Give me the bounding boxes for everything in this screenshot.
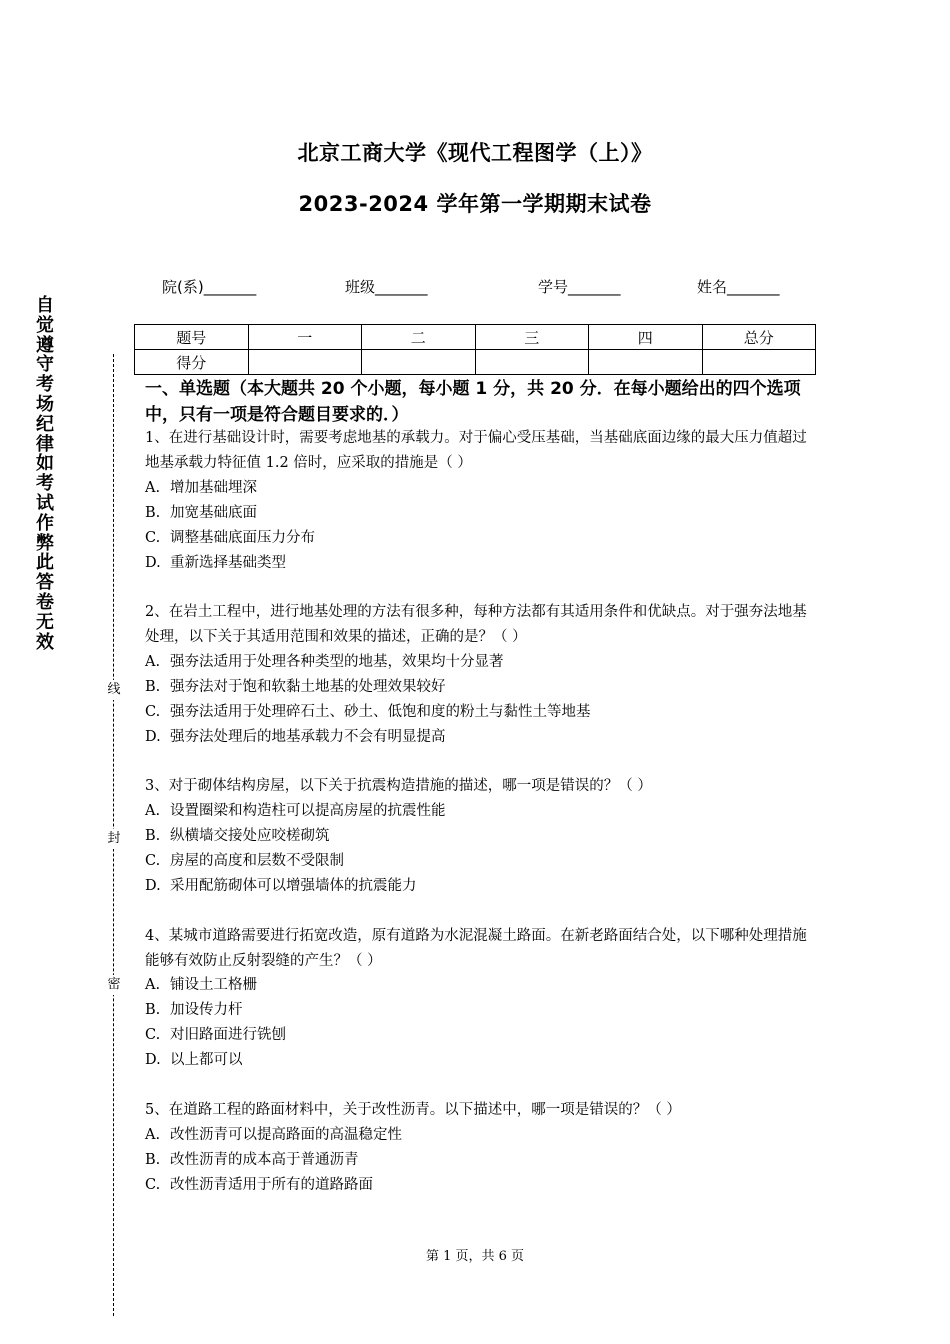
score-table-header-row	[135, 325, 816, 350]
score-table-score-row	[135, 350, 816, 375]
question-2-text: 2、在岩土工程中，进行地基处理的方法有很多种，每种方法都有其适用条件和优缺点。对于强夯法地基处理，以下关于其适用范围和效果的描述，正确的是？（ ）	[145, 604, 807, 645]
score-cell[interactable]	[589, 350, 703, 375]
score-cell[interactable]	[702, 350, 816, 375]
question-3-option-c[interactable]	[145, 849, 815, 874]
option-letter: C.	[145, 704, 161, 720]
question-5-option-b[interactable]	[145, 1148, 815, 1173]
class-field[interactable]: 班级_______	[345, 278, 428, 296]
question-5-option-c[interactable]	[145, 1173, 815, 1198]
exam-discipline-notice: 自觉遵守考场纪律如考试作弊此答卷无效	[36, 295, 54, 653]
option-letter: C.	[145, 530, 161, 546]
option-text: 改性沥青的成本高于普通沥青	[170, 1152, 359, 1168]
question-1-option-b[interactable]	[145, 501, 815, 526]
seal-mark-secret: 密	[105, 975, 123, 995]
question-1-option-d[interactable]	[145, 551, 815, 576]
exam-title-line1: 北京工商大学《现代工程图学（上）》	[297, 141, 653, 165]
option-text: 增加基础埋深	[170, 480, 257, 496]
option-letter: B.	[145, 505, 161, 521]
seal-mark-line: 线	[105, 680, 123, 700]
score-cell[interactable]	[248, 350, 362, 375]
page-number: 第 1 页，共 6 页	[425, 1249, 525, 1264]
score-header-cell: 三	[475, 325, 589, 350]
option-letter: B.	[145, 679, 161, 695]
question-3-option-d[interactable]	[145, 874, 815, 899]
option-text: 房屋的高度和层数不受限制	[170, 853, 344, 869]
student-id-field[interactable]: 学号_______	[538, 278, 621, 296]
question-2-option-a[interactable]	[145, 650, 815, 675]
question-4-option-d[interactable]	[145, 1048, 815, 1073]
question-4-option-c[interactable]	[145, 1023, 815, 1048]
question-2-option-c[interactable]	[145, 700, 815, 725]
question-2-option-d[interactable]	[145, 725, 815, 750]
option-letter: B.	[145, 1152, 161, 1168]
option-text: 对旧路面进行铣刨	[170, 1027, 286, 1043]
option-text: 加设传力杆	[170, 1002, 243, 1018]
option-text: 强夯法处理后的地基承载力不会有明显提高	[170, 729, 446, 745]
question-4-text: 4、某城市道路需要进行拓宽改造，原有道路为水泥混凝土路面。在新老路面结合处，以下哪种处理措施能够有效防止反射裂缝的产生？（ ）	[145, 928, 807, 969]
option-text: 设置圈梁和构造柱可以提高房屋的抗震性能	[170, 803, 446, 819]
option-letter: B.	[145, 1002, 161, 1018]
option-letter: C.	[145, 1177, 161, 1193]
question-1-option-a[interactable]	[145, 476, 815, 501]
option-text: 改性沥青适用于所有的道路路面	[170, 1177, 373, 1193]
option-text: 加宽基础底面	[170, 505, 257, 521]
score-table	[134, 324, 816, 375]
option-letter: A.	[145, 480, 161, 496]
option-letter: D.	[145, 555, 161, 571]
score-header-cell: 题号	[135, 325, 249, 350]
exam-title-line2: 2023-2024 学年第一学期期末试卷	[298, 192, 652, 216]
score-header-cell: 一	[248, 325, 362, 350]
question-5-option-a[interactable]	[145, 1123, 815, 1148]
option-letter: B.	[145, 828, 161, 844]
option-letter: A.	[145, 977, 161, 993]
question-3-option-b[interactable]	[145, 824, 815, 849]
question-1-text: 1、在进行基础设计时，需要考虑地基的承载力。对于偏心受压基础，当基础底面边缘的最大压力值超过地基承载力特征值 1.2 倍时，应采取的措施是（ ）	[145, 430, 807, 471]
section-title: 一、单选题（本大题共 20 个小题，每小题 1 分，共 20 分．在每小题给出的四个选项中，只有一项是符合题目要求的．）	[145, 379, 801, 425]
option-text: 以上都可以	[170, 1052, 243, 1068]
dept-field[interactable]: 院(系)_______	[162, 278, 257, 296]
option-text: 强夯法适用于处理碎石土、砂土、低饱和度的粉土与黏性土等地基	[170, 704, 591, 720]
question-4-option-a[interactable]	[145, 973, 815, 998]
score-header-cell: 二	[362, 325, 476, 350]
option-text: 纵横墙交接处应咬槎砌筑	[170, 828, 330, 844]
option-letter: A.	[145, 1127, 161, 1143]
option-letter: D.	[145, 878, 161, 894]
question-5-text: 5、在道路工程的路面材料中，关于改性沥青。以下描述中，哪一项是错误的？（ ）	[145, 1102, 681, 1118]
question-4-option-b[interactable]	[145, 998, 815, 1023]
option-letter: A.	[145, 654, 161, 670]
name-field[interactable]: 姓名_______	[697, 278, 780, 296]
option-letter: D.	[145, 729, 161, 745]
option-text: 改性沥青可以提高路面的高温稳定性	[170, 1127, 402, 1143]
option-text: 强夯法适用于处理各种类型的地基，效果均十分显著	[170, 654, 504, 670]
option-letter: A.	[145, 803, 161, 819]
seal-mark-seal: 封	[105, 829, 123, 849]
option-text: 调整基础底面压力分布	[170, 530, 315, 546]
option-text: 采用配筋砌体可以增强墙体的抗震能力	[170, 878, 417, 894]
score-header-cell: 总分	[702, 325, 816, 350]
question-2-option-b[interactable]	[145, 675, 815, 700]
option-text: 铺设土工格栅	[170, 977, 257, 993]
score-cell[interactable]	[475, 350, 589, 375]
question-3-text: 3、对于砌体结构房屋，以下关于抗震构造措施的描述，哪一项是错误的？（ ）	[145, 778, 652, 794]
option-letter: C.	[145, 1027, 161, 1043]
option-letter: C.	[145, 853, 161, 869]
score-header-cell: 四	[589, 325, 703, 350]
score-cell[interactable]	[362, 350, 476, 375]
question-3-option-a[interactable]	[145, 799, 815, 824]
question-1-option-c[interactable]	[145, 526, 815, 551]
option-text: 重新选择基础类型	[170, 555, 286, 571]
option-text: 强夯法对于饱和软黏土地基的处理效果较好	[170, 679, 446, 695]
option-letter: D.	[145, 1052, 161, 1068]
score-row-label: 得分	[135, 350, 249, 375]
